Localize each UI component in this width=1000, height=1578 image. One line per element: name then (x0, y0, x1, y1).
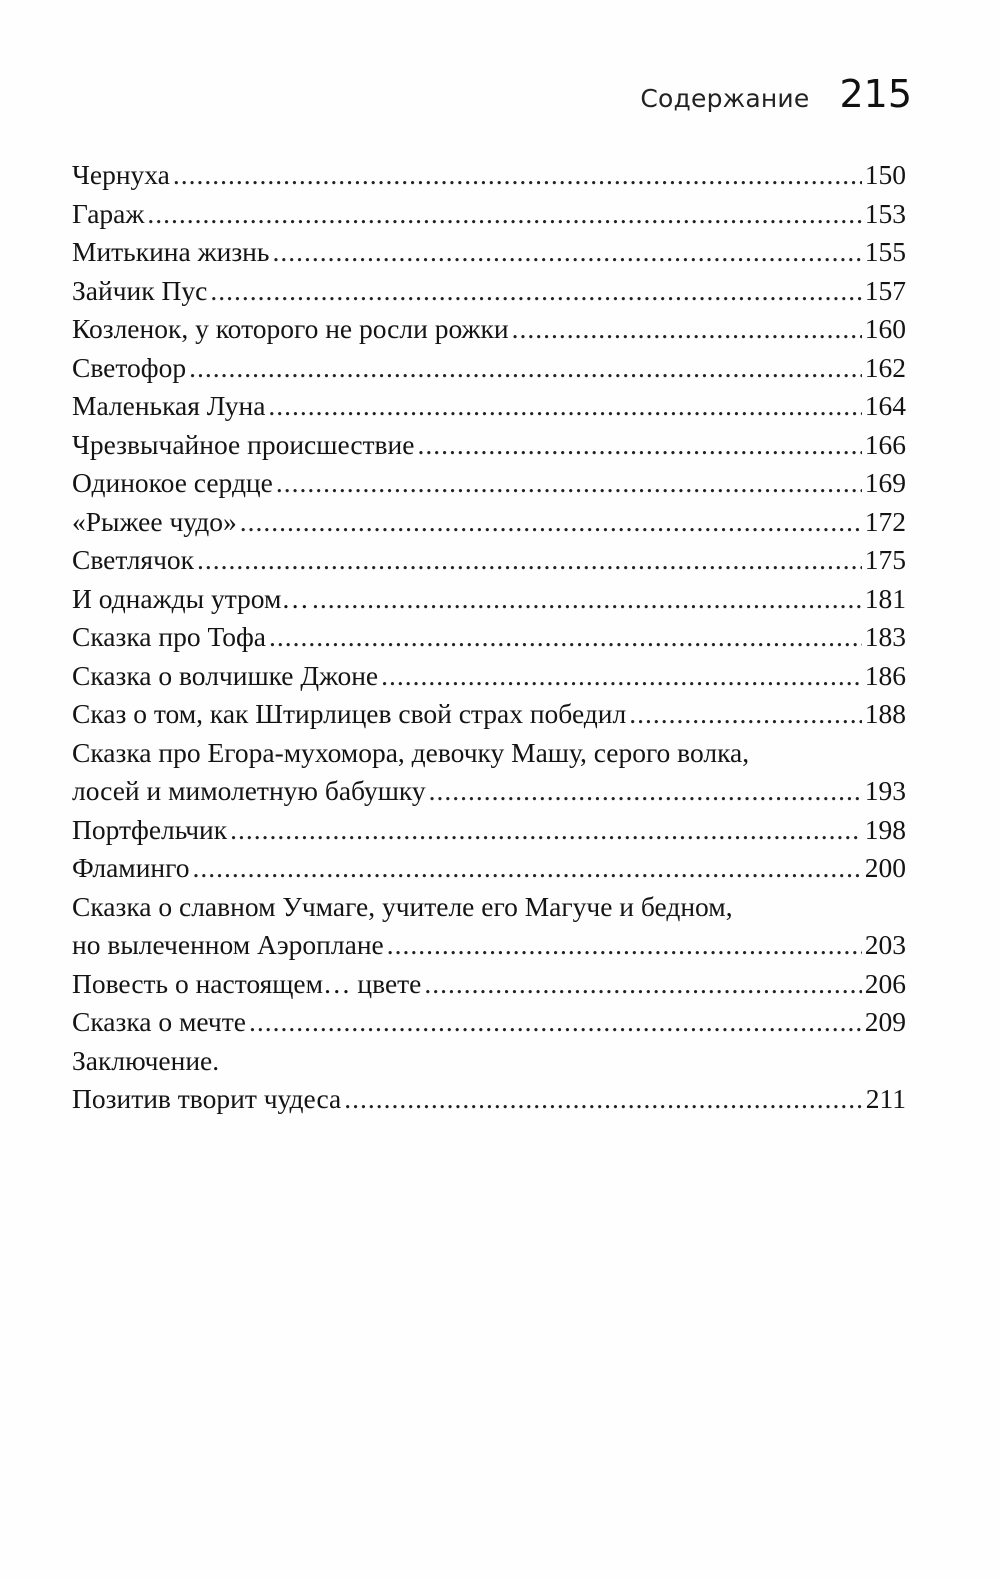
toc-entry-title: Портфельчик (72, 813, 228, 845)
toc-entry-page: 200 (864, 852, 906, 883)
toc-entry-title-line2: лосей и мимолетную бабушку (72, 775, 426, 806)
dot-leader (230, 811, 862, 850)
toc-entry[interactable] (72, 695, 906, 734)
toc-entry-page: 155 (864, 236, 906, 267)
toc-entry-page: 186 (864, 659, 906, 691)
toc-entry-title: Сказ о том, как Штирлицев свой страх победил (72, 698, 627, 729)
dot-leader (312, 580, 862, 619)
toc-entry-page: 169 (864, 467, 906, 498)
toc-entry[interactable] (72, 1042, 906, 1119)
dot-leader (269, 618, 862, 657)
toc-entry[interactable] (72, 233, 906, 272)
toc-entry-page: 203 (864, 929, 906, 960)
section-title: Содержание (640, 84, 810, 113)
page-number: 215 (839, 72, 912, 116)
toc-entry-title: Повесть о настоящем… цвете (72, 967, 422, 999)
dot-leader (272, 233, 861, 272)
dot-leader (512, 310, 862, 349)
toc-entry[interactable] (72, 156, 906, 195)
toc-entry-title: Гараж (72, 197, 145, 229)
dot-leader (344, 1080, 863, 1119)
toc-entry[interactable] (72, 811, 906, 850)
toc-entry-title: Чернуха (72, 159, 170, 190)
toc-entry-page: 153 (864, 197, 906, 229)
toc-entry-page: 181 (864, 582, 906, 614)
toc-entry[interactable] (72, 734, 906, 811)
toc-entry[interactable] (72, 849, 906, 888)
dot-leader (276, 464, 862, 503)
dot-leader (429, 772, 862, 811)
toc-entry-title: Сказка о волчишке Джоне (72, 659, 379, 691)
dot-leader (189, 349, 862, 388)
toc-entry[interactable] (72, 426, 906, 465)
toc-entry-title-line2: но вылеченном Аэроплане (72, 929, 384, 960)
toc-entry[interactable] (72, 580, 906, 619)
dot-leader (249, 1003, 862, 1042)
toc-entry-title: Фламинго (72, 852, 190, 883)
dot-leader (240, 503, 862, 542)
toc-entry-page: 157 (864, 274, 906, 306)
toc-entry-title: Сказка про Тофа (72, 621, 266, 652)
toc-entry-page: 211 (865, 1083, 906, 1114)
toc-entry-page: 172 (864, 505, 906, 537)
toc-entry[interactable] (72, 503, 906, 542)
toc-entry-page: 164 (864, 390, 906, 421)
dot-leader (629, 695, 862, 734)
toc-entry-title: Митькина жизнь (72, 236, 270, 267)
dot-leader (210, 272, 861, 311)
toc-entry-page: 160 (864, 313, 906, 344)
toc-entry[interactable] (72, 387, 906, 426)
dot-leader (417, 426, 861, 465)
toc-entry[interactable] (72, 349, 906, 388)
toc-entry-title: Светлячок (72, 544, 195, 575)
table-of-contents (72, 156, 906, 1119)
toc-entry-title-line1: Сказка про Егора-мухомора, девочку Машу, серого волка, (72, 736, 750, 768)
toc-entry[interactable] (72, 310, 906, 349)
toc-entry-title: Сказка о мечте (72, 1006, 246, 1037)
dot-leader (268, 387, 861, 426)
dot-leader (147, 195, 861, 234)
toc-entry[interactable] (72, 1003, 906, 1042)
toc-entry-title: Чрезвычайное происшествие (72, 428, 415, 460)
toc-entry-title: «Рыжее чудо» (72, 505, 237, 537)
toc-entry[interactable] (72, 888, 906, 965)
dot-leader (387, 926, 862, 965)
toc-entry-page: 166 (864, 428, 906, 460)
toc-entry-page: 162 (864, 351, 906, 383)
toc-entry[interactable] (72, 195, 906, 234)
dot-leader (197, 541, 862, 580)
toc-entry-page: 209 (864, 1006, 906, 1037)
toc-entry[interactable] (72, 618, 906, 657)
toc-entry[interactable] (72, 272, 906, 311)
toc-entry-page: 175 (864, 544, 906, 575)
toc-entry-page: 206 (864, 967, 906, 999)
dot-leader (424, 965, 861, 1004)
toc-entry-title: Светофор (72, 351, 187, 383)
toc-entry-title: Козленок, у которого не росли рожки (72, 313, 509, 344)
running-head (640, 72, 912, 116)
toc-entry-title: Зайчик Пус (72, 274, 208, 306)
dot-leader (173, 156, 862, 195)
toc-entry[interactable] (72, 965, 906, 1004)
toc-entry[interactable] (72, 657, 906, 696)
dot-leader (192, 849, 861, 888)
toc-entry-title-line2: Позитив творит чудеса (72, 1083, 342, 1114)
toc-entry-title-line1: Сказка о славном Учмаге, учителе его Магуче и бедном, (72, 890, 733, 922)
toc-entry-page: 193 (864, 775, 906, 806)
toc-entry-page: 183 (864, 621, 906, 652)
toc-entry-page: 198 (864, 813, 906, 845)
toc-entry[interactable] (72, 464, 906, 503)
toc-entry-title: Маленькая Луна (72, 390, 266, 421)
dot-leader (381, 657, 862, 696)
toc-entry-title: И однажды утром… (72, 582, 309, 614)
toc-entry-page: 150 (864, 159, 906, 190)
toc-entry-title: Одинокое сердце (72, 467, 273, 498)
toc-entry[interactable] (72, 541, 906, 580)
toc-entry-page: 188 (864, 698, 906, 729)
toc-entry-title-line1: Заключение. (72, 1044, 220, 1076)
